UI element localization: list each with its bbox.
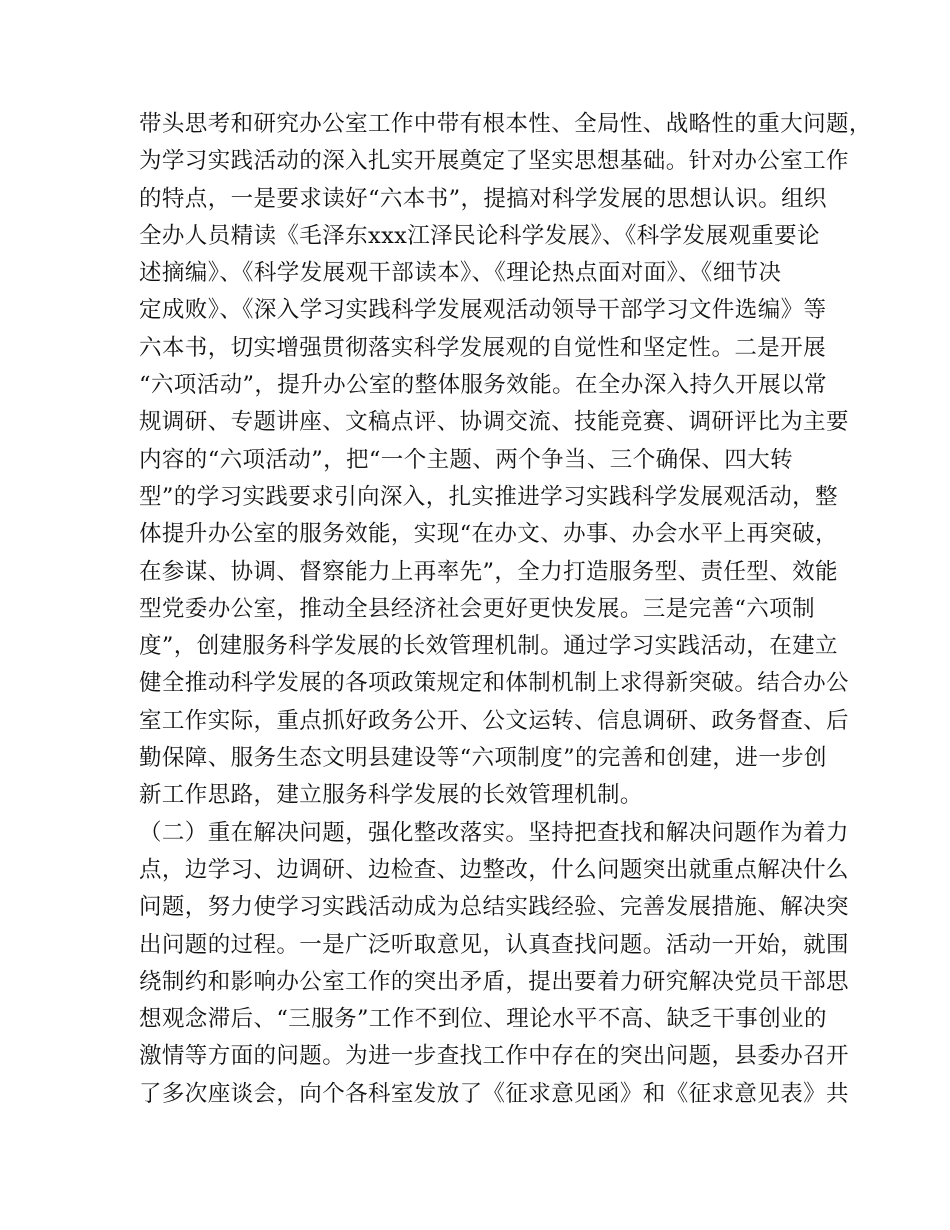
text-line: 绕制约和影响办公室工作的突出矛盾，提出要着力研究解决党员干部思 xyxy=(139,968,849,995)
text-line: 勤保障、服务生态文明县建设等“六项制度”的完善和创建，进一步创 xyxy=(139,745,827,772)
text-line: （二）重在解决问题，强化整改落实。坚持把查找和解决问题作为着力 xyxy=(139,819,849,846)
text-line: 了多次座谈会，向个各科室发放了《征求意见函》和《征求意见表》共 xyxy=(139,1080,849,1107)
text-line: 问题，努力使学习实践活动成为总结实践经验、完善发展措施、解决突 xyxy=(139,894,849,921)
text-line: 度”，创建服务科学发展的长效管理机制。通过学习实践活动，在建立 xyxy=(139,633,838,660)
text-line: 点，边学习、边调研、边检查、边整改，什么问题突出就重点解决什么 xyxy=(139,856,849,883)
text-line: 体提升办公室的服务效能，实现“在办文、办事、办会水平上再突破， xyxy=(139,521,838,548)
text-line: 激情等方面的问题。为进一步查找工作中存在的突出问题，县委办召开 xyxy=(139,1043,849,1070)
text-line: 内容的“六项活动”，把“一个主题、两个争当、三个确保、四大转 xyxy=(139,446,794,473)
text-line: 新工作思路，建立服务科学发展的长效管理机制。 xyxy=(139,782,643,809)
text-line: 室工作实际，重点抓好政务公开、公文运转、信息调研、政务督查、后 xyxy=(139,707,849,734)
text-line: 在参谋、协调、督察能力上再率先”，全力打造服务型、责任型、效能 xyxy=(139,558,838,585)
text-line: 型党委办公室，推动全县经济社会更好更快发展。三是完善“六项制 xyxy=(139,595,816,622)
text-line: 定成败》、《深入学习实践科学发展观活动领导干部学习文件选编》等 xyxy=(139,297,827,324)
text-line: 六本书，切实增强贯彻落实科学发展观的自觉性和坚定性。二是开展 xyxy=(139,334,827,361)
text-line: 出问题的过程。一是广泛听取意见，认真查找问题。活动一开始，就围 xyxy=(139,931,849,958)
text-line: 想观念滞后、“三服务”工作不到位、理论水平不高、缺乏干事创业的 xyxy=(139,1006,827,1033)
text-line: 的特点，一是要求读好“六本书”，提搞对科学发展的思想认识。组织 xyxy=(139,185,827,212)
text-line: 健全推动科学发展的各项政策规定和体制机制上求得新突破。结合办公 xyxy=(139,670,849,697)
text-line: 为学习实践活动的深入扎实开展奠定了坚实思想基础。针对办公室工作 xyxy=(139,148,849,175)
text-line: 带头思考和研究办公室工作中带有根本性、全局性、战略性的重大问题， xyxy=(139,111,872,137)
body-text xyxy=(139,106,872,1113)
text-line: 规调研、专题讲座、文稿点评、协调交流、技能竞赛、调研评比为主要 xyxy=(139,409,849,436)
text-line: 全办人员精读《毛泽东xxx江泽民论科学发展》、《科学发展观重要论 xyxy=(139,222,820,249)
text-line: 述摘编》、《科学发展观干部读本》、《理论热点面对面》、《细节决 xyxy=(139,260,782,287)
text-line: 型”的学习实践要求引向深入，扎实推进学习实践科学发展观活动，整 xyxy=(139,483,838,510)
text-line: “六项活动”，提升办公室的整体服务效能。在全办深入持久开展以常 xyxy=(139,372,827,399)
